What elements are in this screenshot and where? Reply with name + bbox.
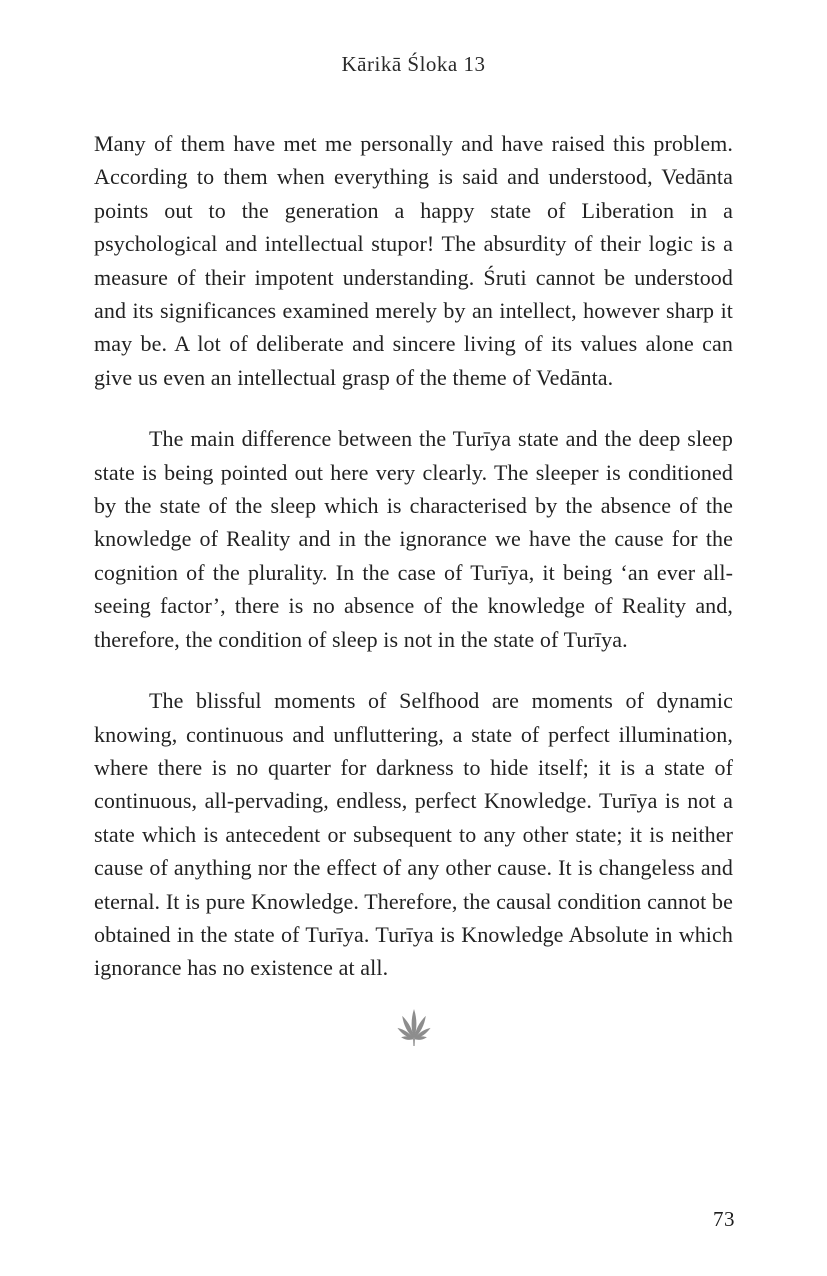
paragraph-2: The main difference between the Turīya state and the deep sleep state is being pointed out here very clearly. The sleeper is conditioned by the state of the sleep which is characterised by the absence of the knowledge of Reality and in the ignorance we have the cause for the cognition of the plurality. In the case of Turīya, it being ‘an ever all-seeing factor’, there is no absence of the knowledge of Reality and, therefore, the condition of sleep is not in the state of Turīya.: [94, 426, 733, 652]
leaf-ornament-icon: [393, 1003, 435, 1047]
page-number: 73: [713, 1207, 735, 1231]
paragraph-1: Many of them have met me personally and have raised this problem. According to them when everything is said and understood, Vedānta points out to the generation a happy state of Liberation in a psychological and intellectual stupor! The absurdity of their logic is a measure of their impotent understanding. Śruti cannot be understood and its significances examined merely by an intellect, however sharp it may be. A lot of deliberate and sincere living of its values alone can give us even an intellectual grasp of the theme of Vedānta.: [94, 131, 733, 390]
section-ornament: [94, 1003, 733, 1047]
running-head: Kārikā Śloka 13: [341, 52, 486, 76]
body-text: [94, 127, 733, 985]
paragraph-3: The blissful moments of Selfhood are moments of dynamic knowing, continuous and unfluttering, a state of perfect illumination, where there is no quarter for darkness to hide itself; it is a state of continuous, all-pervading, endless, perfect Knowledge. Turīya is not a state which is antecedent or subsequent to any other state; it is neither cause of anything nor the effect of any other cause. It is changeless and eternal. It is pure Knowledge. Therefore, the causal condition cannot be obtained in the state of Turīya. Turīya is Knowledge Absolute in which ignorance has no existence at all.: [94, 688, 733, 981]
